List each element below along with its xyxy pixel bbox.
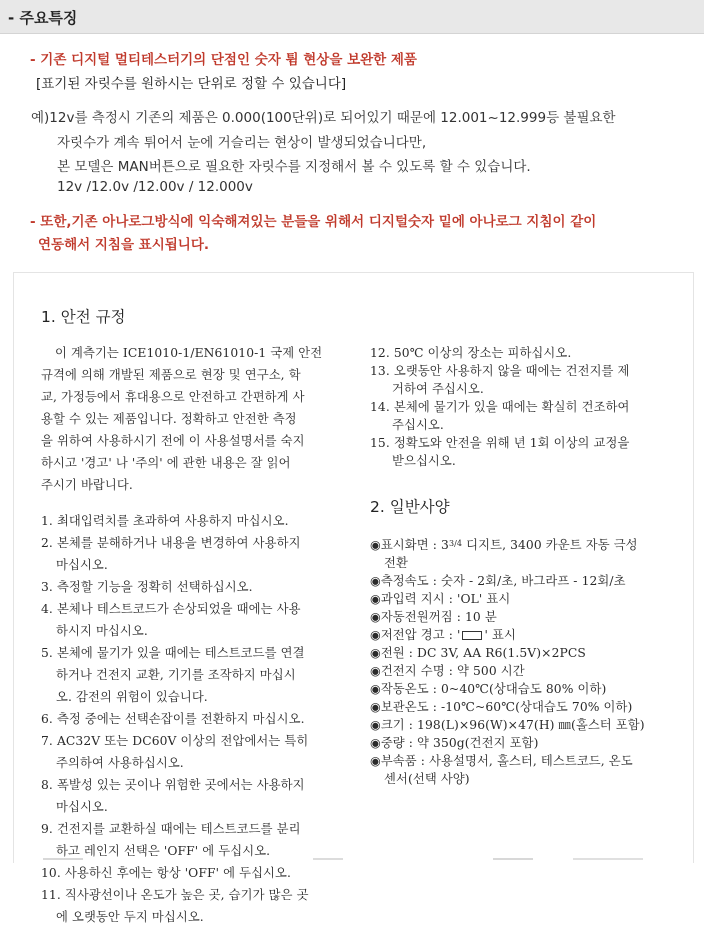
rule-line: 에 오랫동안 두지 마십시오.	[56, 910, 204, 924]
rule-line: 4. 본체나 테스트코드가 손상되었을 때에는 사용	[41, 602, 301, 616]
feature-2-line-2: 연동해서 지침을 표시됩니다.	[38, 237, 210, 253]
feature-1-example-line-1: 예)12v를 측정시 기존의 제품은 0.000(100단위)로 되어있기 때문에 12.001~12.999등 불필요한	[31, 110, 616, 126]
rule-line: 9. 건전지를 교환하실 때에는 테스트코드를 분리	[41, 822, 301, 836]
spec-line: ◉부속품 : 사용설명서, 홀스터, 테스트코드, 온도	[370, 754, 633, 768]
rule-line: 마십시오.	[56, 800, 108, 814]
manual-scan	[13, 272, 694, 924]
battery-icon	[462, 631, 482, 640]
spec-line: ◉자동전원꺼짐 : 10 분	[370, 610, 497, 624]
rule-line: 주의하여 사용하십시오.	[56, 756, 184, 770]
section-2-title: 2. 일반사양	[370, 498, 450, 516]
intro-line: 규격에 의해 개발된 제품으로 현장 및 연구소, 학	[41, 368, 301, 382]
rule-line: 마십시오.	[56, 558, 108, 572]
header-title: - 주요특징	[8, 9, 78, 27]
feature-1-subtitle: [표기된 자릿수를 원하시는 단위로 정할 수 있습니다]	[36, 76, 347, 92]
spec-line: 전환	[384, 556, 408, 570]
spec-line: ◉측정속도 : 숫자 - 2회/초, 바그라프 - 12회/초	[370, 574, 626, 588]
rule-line: 10. 사용하신 후에는 항상 'OFF' 에 두십시오.	[41, 866, 292, 880]
rule-line: 하시지 마십시오.	[56, 624, 148, 638]
spec-low-battery: ◉저전압 경고 : ' ' 표시	[370, 628, 516, 642]
spec-line: ◉중량 : 약 350g(건전지 포함)	[370, 736, 539, 750]
rule-line: 받으십시오.	[392, 454, 456, 468]
spec-line: 센서(선택 사양)	[384, 772, 470, 786]
rule-line: 거하여 주십시오.	[392, 382, 484, 396]
rule-line: 하고 레인지 선택은 'OFF' 에 두십시오.	[56, 844, 271, 858]
rule-line: 13. 오랫동안 사용하지 않을 때에는 건전지를 제	[370, 364, 630, 378]
section-1-title: 1. 안전 규정	[41, 308, 126, 326]
rule-line: 5. 본체에 물기가 있을 때에는 테스트코드를 연결	[41, 646, 305, 660]
rule-line: 15. 정확도와 안전을 위해 년 1회 이상의 교정을	[370, 436, 630, 450]
spec-line: ◉크기 : 198(L)×96(W)×47(H) ㎜(홀스터 포함)	[370, 718, 645, 732]
feature-1-example-line-4: 12v /12.0v /12.00v / 12.000v	[57, 179, 253, 195]
section-header	[0, 0, 704, 34]
rule-line: 12. 50℃ 이상의 장소는 피하십시오.	[370, 346, 572, 360]
intro-line: 교, 가정등에서 휴대용으로 안전하고 간편하게 사	[41, 390, 305, 404]
spec-line: ◉건전지 수명 : 약 500 시간	[370, 664, 525, 678]
rule-line: 8. 폭발성 있는 곳이나 위험한 곳에서는 사용하지	[41, 778, 305, 792]
intro-line: 용할 수 있는 제품입니다. 정확하고 안전한 측정	[41, 412, 297, 426]
rule-line: 2. 본체를 분해하거나 내용을 변경하여 사용하지	[41, 536, 301, 550]
feature-1-example-line-3: 본 모델은 MAN버튼으로 필요한 자릿수를 지정해서 볼 수 있도록 할 수 있습니다.	[57, 159, 531, 175]
rule-line: 1. 최대입력치를 초과하여 사용하지 마십시오.	[41, 514, 289, 528]
rule-line: 14. 본체에 물기가 있을 때에는 확실히 건조하여	[370, 400, 630, 414]
rule-line: 주십시오.	[392, 418, 444, 432]
spec-line: ◉작동온도 : 0~40℃(상대습도 80% 이하)	[370, 682, 607, 696]
rule-line: 오. 감전의 위험이 있습니다.	[56, 690, 208, 704]
rule-line: 7. AC32V 또는 DC60V 이상의 전압에서는 특히	[41, 734, 309, 748]
rule-line: 11. 직사광선이나 온도가 높은 곳, 습기가 많은 곳	[41, 888, 309, 902]
rule-line: 6. 측정 중에는 선택손잡이를 전환하지 마십시오.	[41, 712, 305, 726]
intro-line: 하시고 '경고' 나 '주의' 에 관한 내용은 잘 읽어	[41, 456, 291, 470]
spec-display: ◉표시화면 : 33/4 디지트, 3400 카운트 자동 극성	[370, 538, 638, 552]
intro-line: 을 위하여 사용하시기 전에 이 사용설명서를 숙지	[41, 434, 305, 448]
spec-line: ◉보관온도 : -10℃~60℃(상대습도 70% 이하)	[370, 700, 633, 714]
feature-1-example-line-2: 자릿수가 계속 튀어서 눈에 거슬리는 현상이 발생되었습니다만,	[57, 135, 427, 151]
scan-edge-artifacts	[13, 856, 692, 862]
intro-line: 주시기 바랍니다.	[41, 478, 133, 492]
intro-line: 이 계측기는 ICE1010-1/EN61010-1 국제 안전	[55, 346, 323, 360]
feature-2-line-1: - 또한,기존 아나로그방식에 익숙해져있는 분들을 위해서 디지털숫자 밑에 아나로그 지침이 같이	[30, 214, 597, 230]
feature-1-title: - 기존 디지털 멀티테스터기의 단점인 숫자 튐 현상을 보완한 제품	[30, 52, 417, 68]
spec-line: ◉과입력 지시 : 'OL' 표시	[370, 592, 511, 606]
rule-line: 3. 측정할 기능을 정확히 선택하십시오.	[41, 580, 253, 594]
rule-line: 하거나 건전지 교환, 기기를 조작하지 마십시	[56, 668, 296, 682]
spec-line: ◉전원 : DC 3V, AA R6(1.5V)×2PCS	[370, 646, 586, 660]
